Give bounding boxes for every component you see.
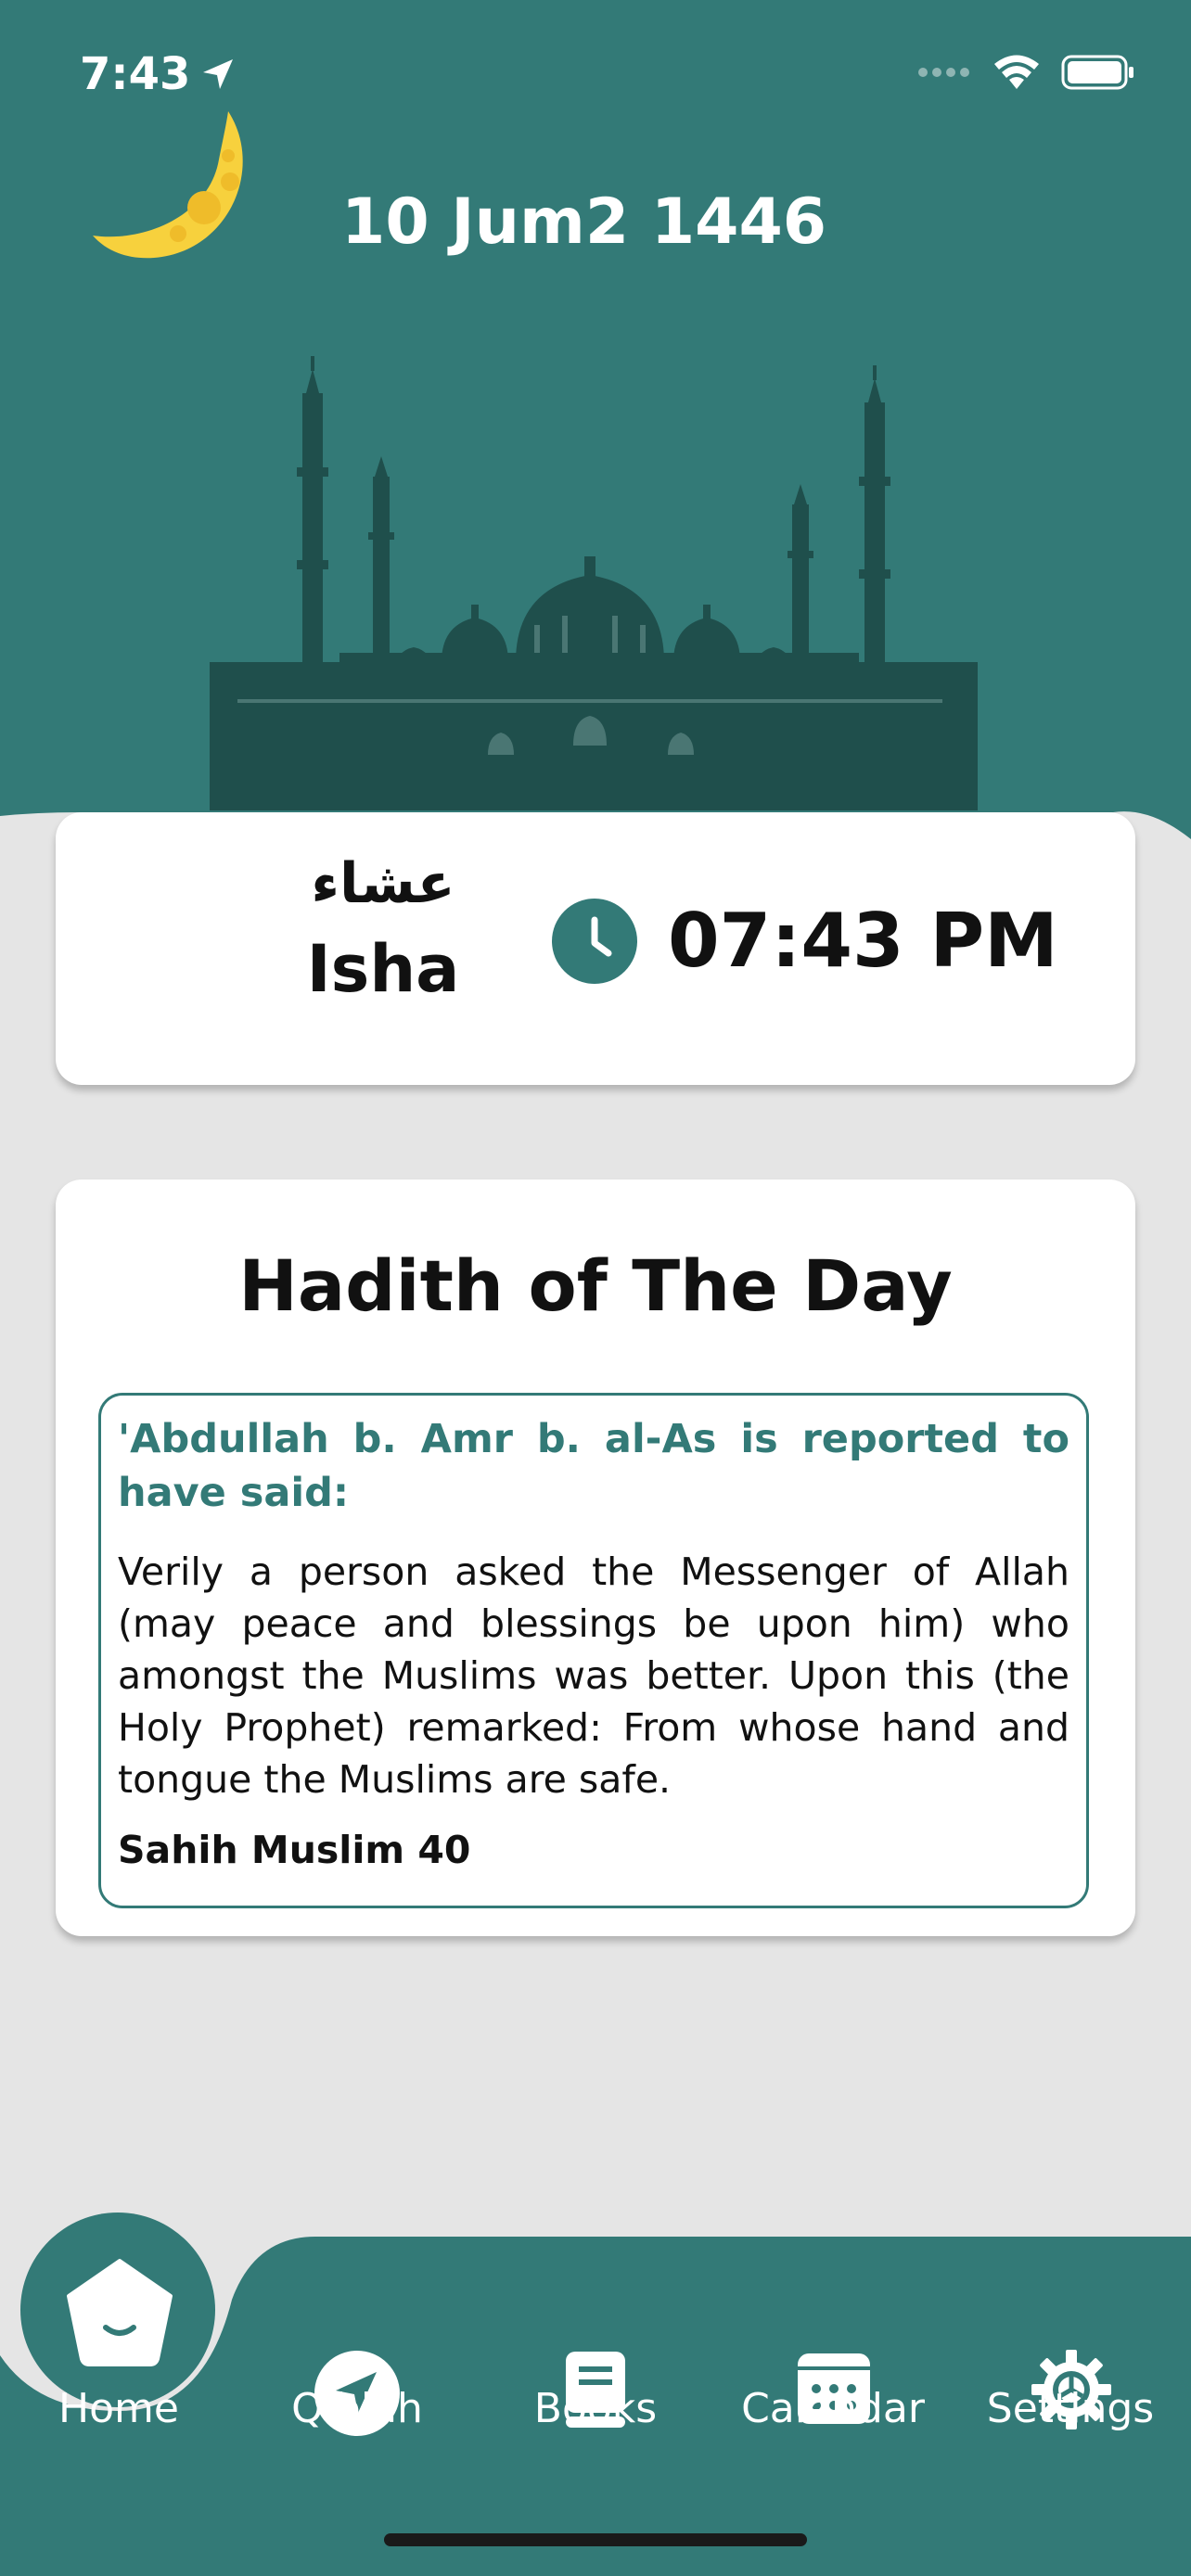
home-indicator	[384, 2533, 807, 2546]
hadith-title: Hadith of The Day	[238, 1244, 953, 1327]
location-arrow-icon	[199, 56, 237, 93]
hadith-card	[56, 1180, 1135, 1936]
prayer-name-arabic: عشاء	[311, 851, 455, 916]
hadith-narrator: 'Abdullah b. Amr b. al-As is reported to have said:	[118, 1416, 1069, 1516]
nav-calendar[interactable]: Calendar	[741, 2385, 925, 2432]
signal-dots-icon	[916, 66, 972, 79]
hadith-source: Sahih Muslim 40	[118, 1828, 471, 1872]
prayer-name-english: Isha	[306, 931, 460, 1007]
nav-home[interactable]: Home	[58, 2385, 179, 2432]
current-prayer-card[interactable]	[56, 812, 1135, 1085]
hadith-box	[98, 1393, 1089, 1908]
nav-books[interactable]: Books	[533, 2385, 658, 2432]
clock-icon	[551, 898, 638, 985]
wifi-icon	[992, 54, 1041, 91]
nav-qiblah[interactable]: Qiblah	[291, 2385, 423, 2432]
prayer-time: 07:43 PM	[668, 898, 1058, 984]
status-time: 7:43	[80, 48, 237, 100]
battery-icon	[1061, 54, 1135, 91]
crescent-moon-icon	[89, 104, 256, 271]
hijri-date: 10 Jum2 1446	[341, 185, 827, 259]
hadith-text: Verily a person asked the Messenger of Allah (may peace and blessings be upon him) who amongst the Muslims was better. Upon this (the Holy Prophet) remarked: From whose hand and tongue the Muslims are safe.	[118, 1549, 1069, 1802]
nav-settings[interactable]: Settings	[986, 2385, 1155, 2432]
mosque-illustration	[210, 356, 978, 810]
home-icon[interactable]	[65, 2257, 174, 2366]
status-indicators	[916, 54, 1135, 91]
